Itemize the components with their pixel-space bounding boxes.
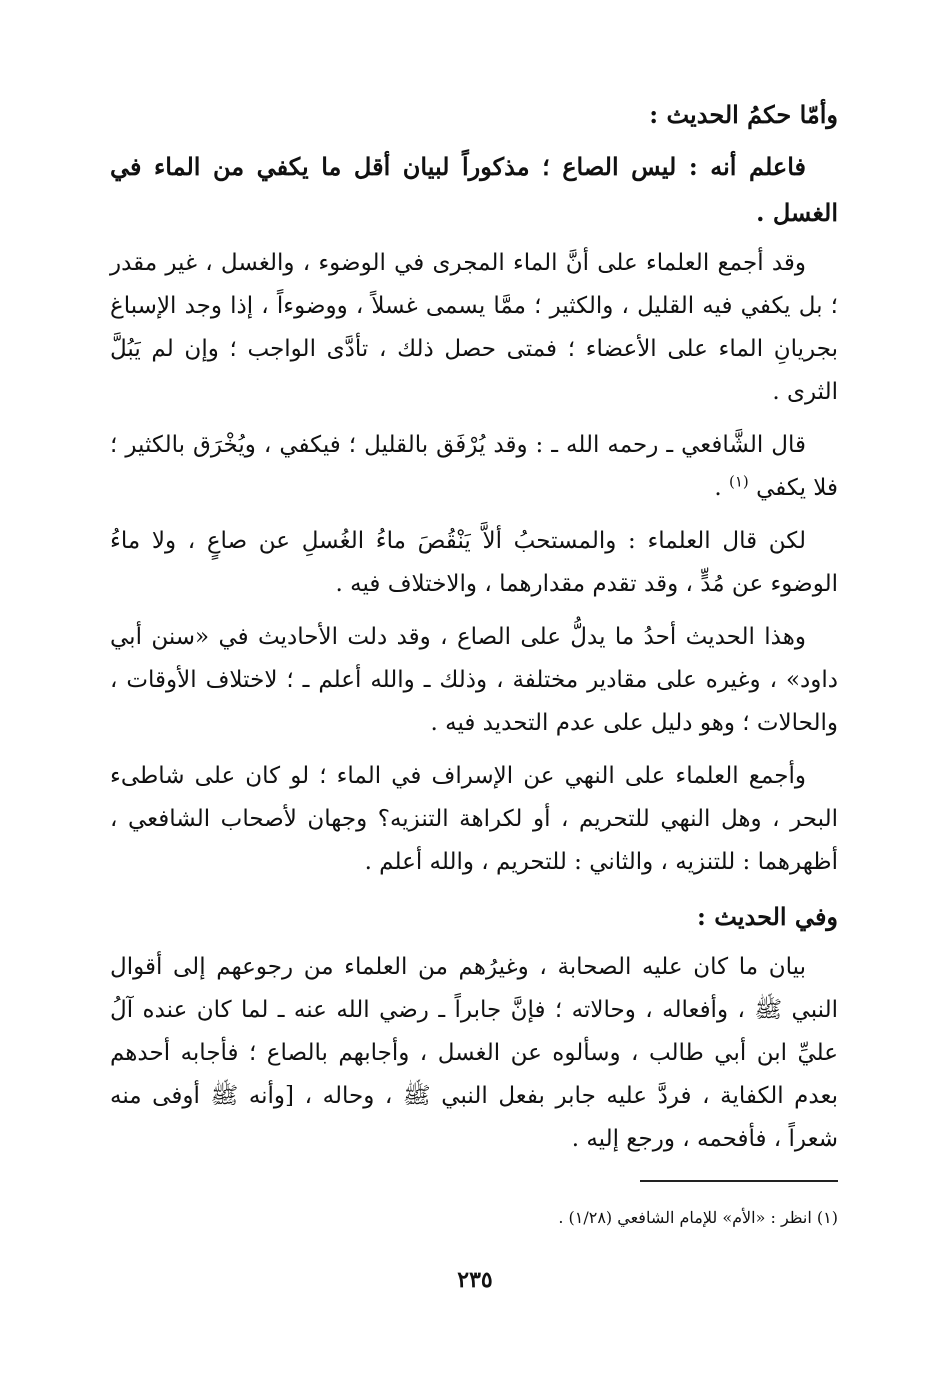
- footnote: (١) انظر : «الأم» للإمام الشافعي (١/٢٨) .: [558, 1208, 838, 1227]
- quote-end: .: [714, 475, 729, 501]
- paragraph-hadith-measure: وهذا الحديث أحدُ ما يدلُّ على الصاع ، وقد دلت الأحاديث في «سنن أبي داود» ، وغيره على مقادير مختلفة ، وذلك ـ والله أعلم ـ ؛ لاختلاف الأوقات ، والحالات ؛ وهو دليل على عدم التحديد فيه .: [110, 624, 838, 736]
- paragraph-companions: بيان ما كان عليه الصحابة ، وغيرُهم من العلماء من رجوعهم إلى أقوال النبي ﷺ ، وأفعاله ، وحالاته ؛ فإنَّ جابراً ـ رضي الله عنه ـ لما كان عنده آلُ عليِّ ابن أبي طالب ، وسألوه عن الغسل ، وأجابهم بالصاع ؛ فأجابه أحدهم بعدم الكفاية ، فردَّ عليه جابر بفعل النبي ﷺ ، وحاله ، [وأنه ﷺ أوفى منه شعراً ، فأفحمه ، ورجع إليه .: [110, 954, 838, 1152]
- footnote-divider: [640, 1180, 838, 1182]
- subheading-in-hadith: وفي الحديث :: [697, 902, 838, 931]
- quote-text: قال الشَّافعي ـ رحمه الله ـ : وقد يُرْفَق بالقليل ؛ فيكفي ، ويُخْرَق بالكثير ؛ فلا يكفي: [110, 432, 838, 501]
- paragraph-extravagance: وأجمع العلماء على النهي عن الإسراف في الماء ؛ لو كان على شاطىء البحر ، وهل النهي للتحريم ، أو لكراهة التنزيه؟ وجهان لأصحاب الشافعي ، أظهرهما : للتنزيه ، والثاني : للتحريم ، والله أعلم .: [110, 763, 838, 875]
- page-number: ٢٣٥: [457, 1267, 493, 1293]
- paragraph-recommended: لكن قال العلماء : والمستحبُ ألاَّ يَنْقُصَ ماءُ الغُسلِ عن صاعٍ ، ولا ماءُ الوضوء عن مُدٍّ ، وقد تقدم مقدارهما ، والاختلاف فيه .: [110, 528, 838, 597]
- footnote-reference[interactable]: (١): [728, 472, 749, 491]
- paragraph-shafii-quote: [110, 424, 838, 510]
- section-heading: وأمّا حكمُ الحديث :: [649, 100, 838, 129]
- page-body: [110, 92, 838, 1171]
- paragraph-consensus: وقد أجمع العلماء على أنَّ الماء المجرى في الوضوء ، والغسل ، غير مقدر ؛ بل يكفي فيه القليل ، والكثير ؛ ممَّا يسمى غسلاً ، ووضوءاً ، إذا وجد الإسباغ بجريانِ الماء على الأعضاء ؛ فمتى حصل ذلك ، تأدَّى الواجب ؛ وإن لم يَبُلَّ الثرى .: [110, 250, 838, 405]
- lead-statement: فاعلم أنه : ليس الصاع ؛ مذكوراً لبيان أقل ما يكفي من الماء في الغسل .: [110, 152, 838, 227]
